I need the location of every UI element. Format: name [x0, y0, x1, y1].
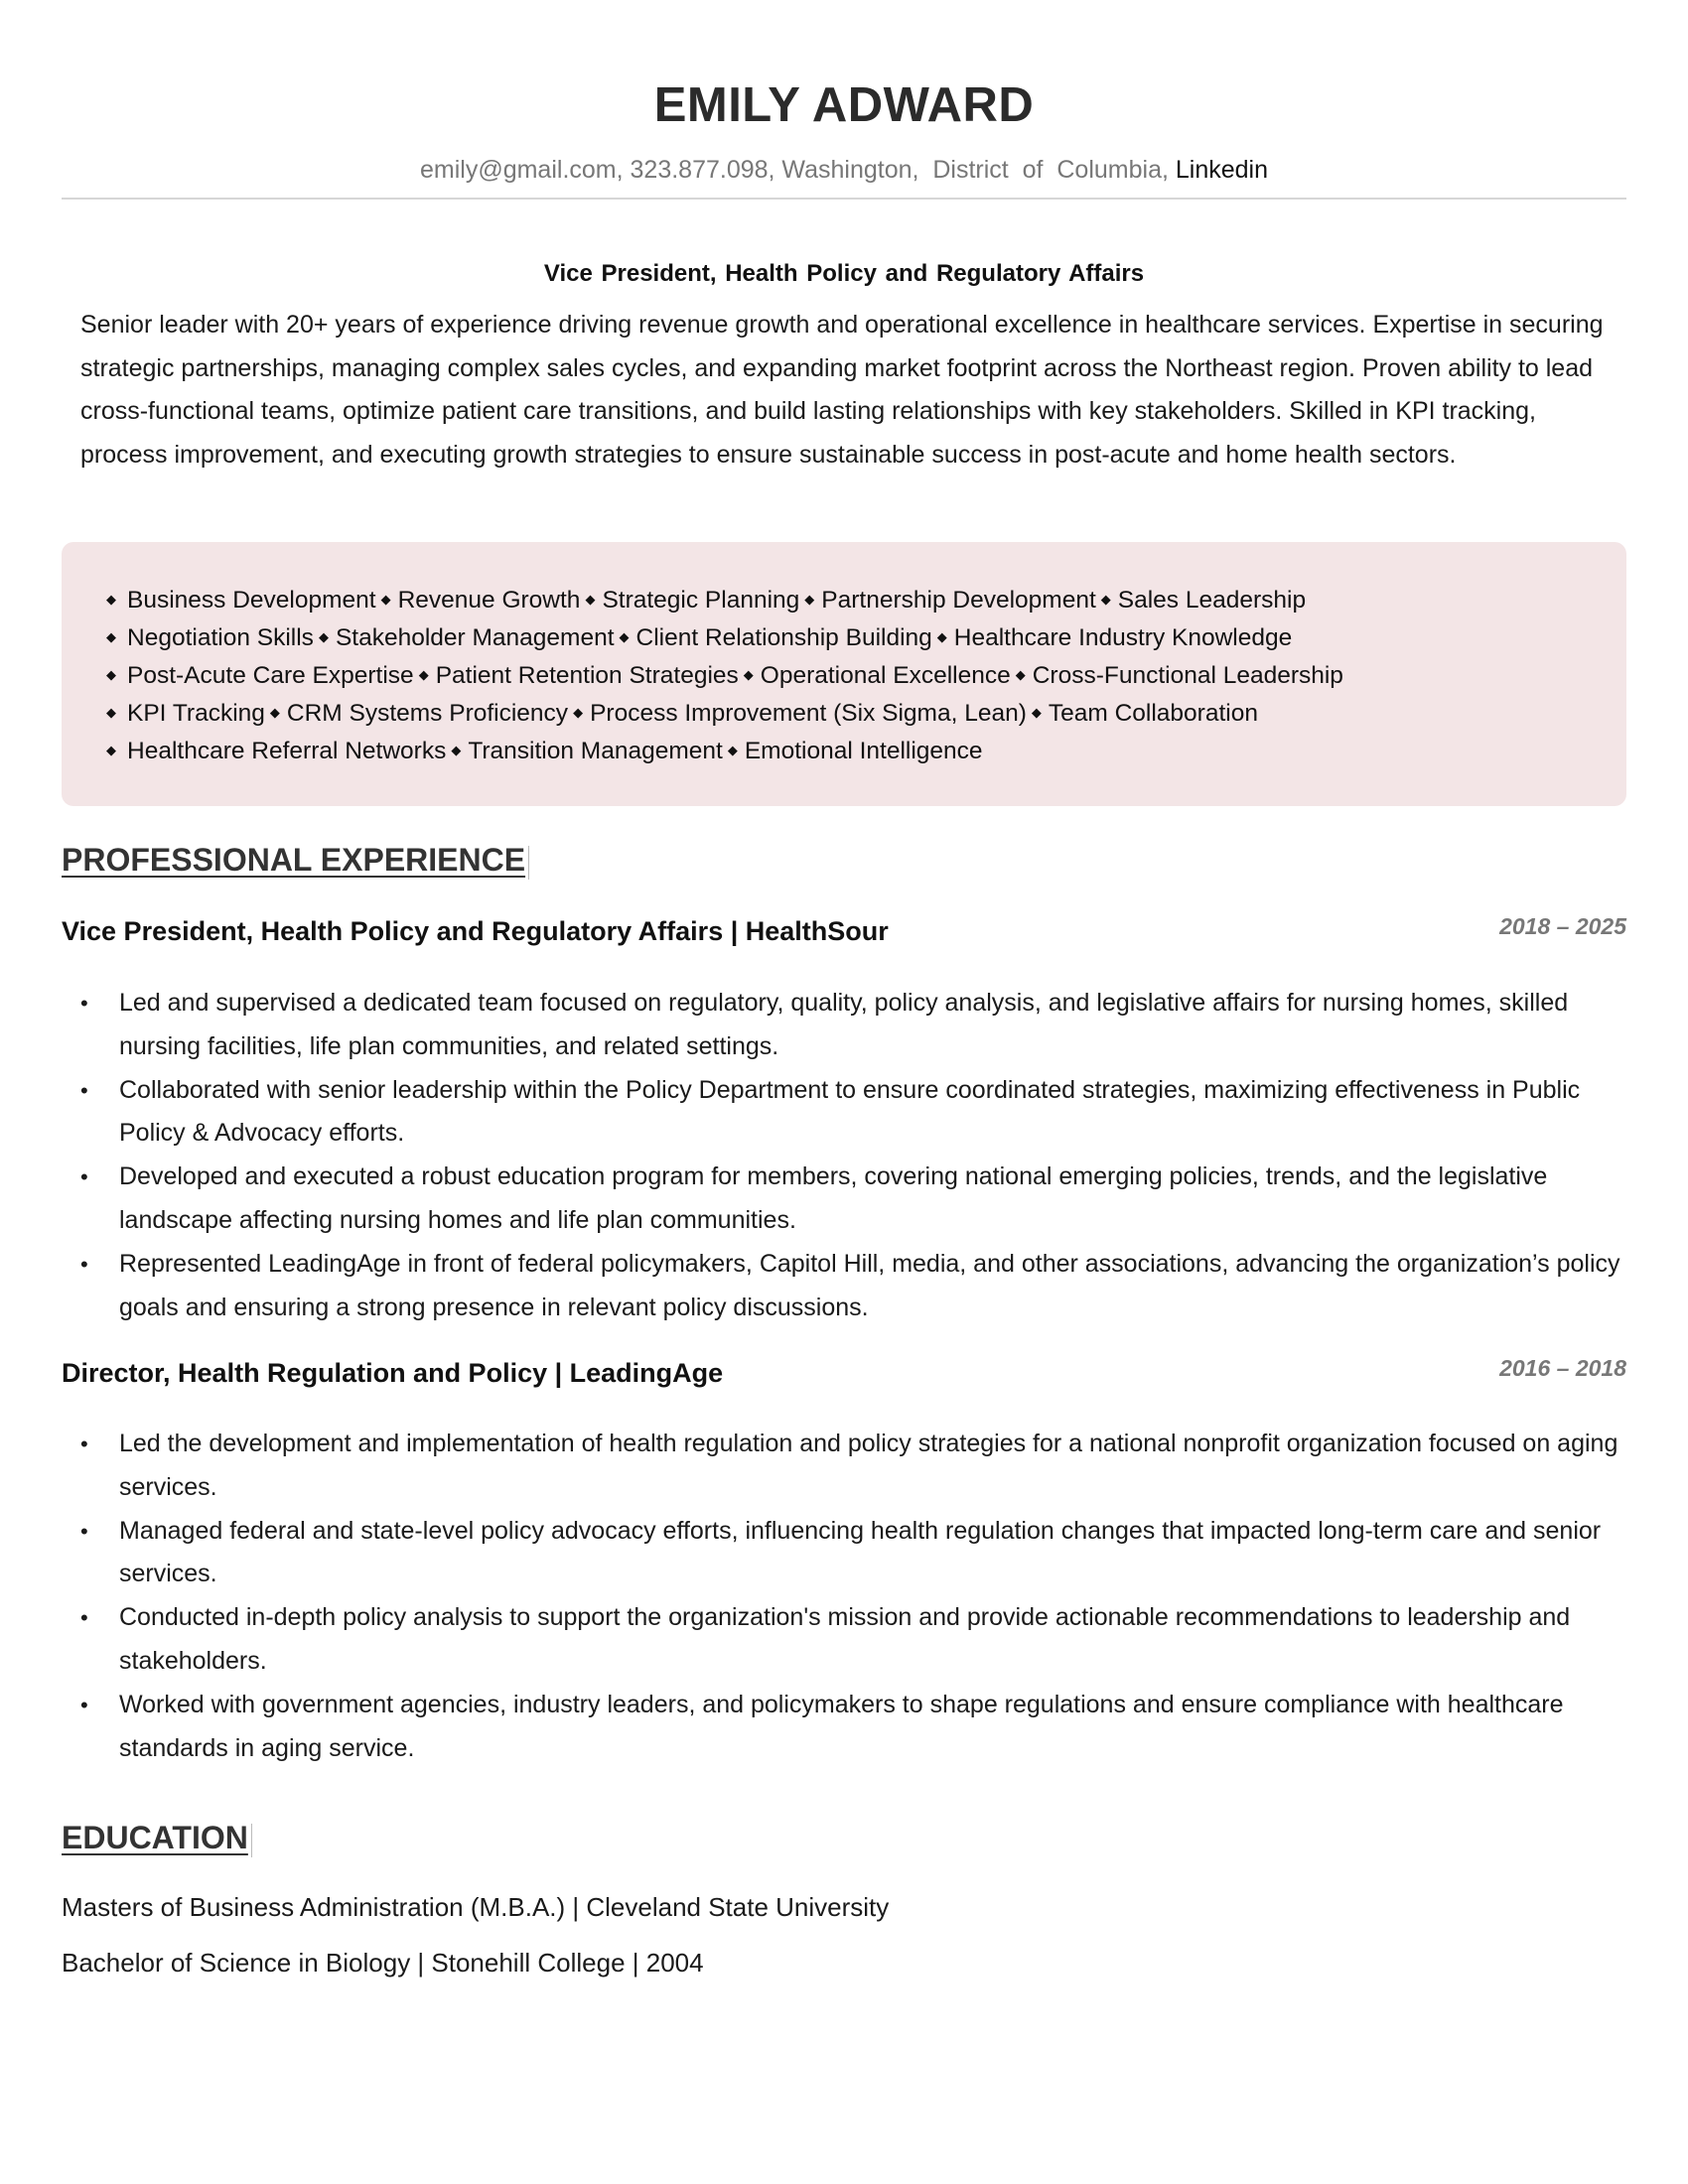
bullet-item	[62, 1156, 1626, 1243]
skill-item: Business Development	[127, 587, 376, 614]
skill-item: Healthcare Industry Knowledge	[953, 624, 1293, 651]
diamond-bullet-icon: ◆	[106, 667, 116, 682]
bullet-text: Developed and executed a robust education program for members, covering national emerging policies, trends, and the legislative landscape affecting nursing homes and life plan communities.	[119, 1162, 1548, 1234]
education-entry: Masters of Business Administration (M.B.A.) | Cleveland State University	[62, 1892, 890, 1922]
bullet-dot: •	[80, 1605, 88, 1631]
skill-item: KPI Tracking	[127, 700, 265, 727]
skill-item: CRM Systems Proficiency	[286, 700, 569, 727]
diamond-bullet-icon: ◆	[380, 592, 391, 607]
diamond-bullet-icon: ◆	[451, 743, 462, 757]
bullet-dot: •	[80, 1077, 88, 1103]
bullet-item	[62, 1596, 1626, 1684]
diamond-bullet-icon: ◆	[106, 705, 116, 720]
skill-item: Patient Retention Strategies	[435, 662, 739, 689]
bullet-text: Collaborated with senior leadership within the Policy Department to ensure coordinated strategies, maximizing effectiveness in Public Policy & Advocacy efforts.	[119, 1075, 1581, 1148]
skill-item: Post-Acute Care Expertise	[127, 662, 414, 689]
bullet-item	[62, 1510, 1626, 1597]
bullet-text: Represented LeadingAge in front of federal policymakers, Capitol Hill, media, and other associations, advancing the organization’s policy goals and ensuring a strong presence in relevant policy discussions.	[119, 1249, 1620, 1321]
diamond-bullet-icon: ◆	[936, 629, 947, 644]
skill-item: Stakeholder Management	[335, 624, 615, 651]
job-bullets	[62, 1423, 1626, 1770]
candidate-name: EMILY ADWARD	[653, 78, 1035, 132]
diamond-bullet-icon: ◆	[727, 743, 738, 757]
skill-item: Strategic Planning	[602, 587, 800, 614]
diamond-bullet-icon: ◆	[585, 592, 596, 607]
diamond-bullet-icon: ◆	[106, 629, 116, 644]
diamond-bullet-icon: ◆	[619, 629, 630, 644]
skill-item: Negotiation Skills	[127, 624, 314, 651]
skill-item: Emotional Intelligence	[744, 738, 983, 764]
skill-item: Sales Leadership	[1117, 587, 1307, 614]
diamond-bullet-icon: ◆	[1031, 705, 1042, 720]
bullet-text: Conducted in-depth policy analysis to support the organization's mission and provide actionable recommendations to leadership and stakeholders.	[119, 1603, 1571, 1675]
bullet-dot: •	[80, 1692, 88, 1717]
job-title: Vice President, Health Policy and Regulatory Affairs | HealthSour	[62, 916, 889, 946]
diamond-bullet-icon: ◆	[106, 743, 116, 757]
bullet-dot: •	[80, 1164, 88, 1190]
job-dates: 2016 – 2018	[1499, 1355, 1626, 1381]
skills-row	[106, 582, 1596, 619]
professional-headline: Vice President, Health Policy and Regulatory Affairs	[543, 260, 1145, 287]
bullet-dot: •	[80, 1432, 88, 1456]
bullet-item	[62, 1069, 1626, 1157]
skills-row	[106, 695, 1596, 733]
skill-item: Process Improvement (Six Sigma, Lean)	[590, 700, 1027, 727]
diamond-bullet-icon: ◆	[318, 629, 329, 644]
skills-list	[106, 582, 1596, 770]
bullet-item	[62, 1423, 1626, 1510]
skills-row	[106, 619, 1596, 657]
contact-details: emily@gmail.com, 323.877.098, Washington, District of Columbia,	[419, 156, 1176, 184]
bullet-item	[62, 982, 1626, 1069]
diamond-bullet-icon: ◆	[743, 667, 754, 682]
skills-row	[106, 657, 1596, 695]
diamond-bullet-icon: ◆	[418, 667, 429, 682]
diamond-bullet-icon: ◆	[1100, 592, 1111, 607]
job-dates: 2018 – 2025	[1499, 913, 1626, 939]
bullet-dot: •	[80, 991, 88, 1016]
skill-item: Team Collaboration	[1048, 700, 1258, 727]
diamond-bullet-icon: ◆	[1015, 667, 1026, 682]
diamond-bullet-icon: ◆	[269, 705, 280, 720]
bullet-dot: •	[80, 1518, 88, 1544]
contact-line	[62, 156, 1626, 185]
job-title: Director, Health Regulation and Policy | LeadingAge	[62, 1358, 724, 1388]
skill-item: Operational Excellence	[760, 662, 1011, 689]
bullet-item	[62, 1243, 1626, 1330]
bullet-text: Managed federal and state-level policy advocacy efforts, influencing health regulation changes that impacted long-term care and senior services.	[119, 1516, 1602, 1588]
education-section-title: EDUCATION	[62, 1820, 252, 1857]
skill-item: Revenue Growth	[397, 587, 581, 614]
bullet-text: Worked with government agencies, industry leaders, and policymakers to shape regulations and ensure compliance with healthcare standards in aging service.	[119, 1690, 1564, 1762]
experience-section-title: PROFESSIONAL EXPERIENCE	[62, 842, 529, 880]
linkedin-link[interactable]: Linkedin	[1175, 156, 1269, 184]
skill-item: Cross-Functional Leadership	[1032, 662, 1343, 689]
diamond-bullet-icon: ◆	[804, 592, 815, 607]
skills-panel	[62, 542, 1626, 806]
bullet-text: Led the development and implementation of health regulation and policy strategies for a national nonprofit organization focused on aging services.	[119, 1430, 1618, 1501]
summary-paragraph: Senior leader with 20+ years of experience driving revenue growth and operational excellence in healthcare services. Expertise in securing strategic partnerships, managing complex sales cycles, and expanding market footprint across the Northeast region. Proven ability to lead cross-functional teams, optimize patient care transitions, and build lasting relationships with key stakeholders. Skilled in KPI tracking, process improvement, and executing growth strategies to ensure sustainable success in post-acute and home health sectors.	[80, 311, 1604, 469]
bullet-text: Led and supervised a dedicated team focused on regulatory, quality, policy analysis, and legislative affairs for nursing homes, skilled nursing facilities, life plan communities, and related settings.	[119, 989, 1569, 1060]
education-entry: Bachelor of Science in Biology | Stonehill College | 2004	[62, 1948, 704, 1978]
diamond-bullet-icon: ◆	[573, 705, 584, 720]
diamond-bullet-icon: ◆	[106, 592, 116, 607]
skill-item: Client Relationship Building	[635, 624, 932, 651]
job-bullets	[62, 982, 1626, 1329]
bullet-dot: •	[80, 1251, 88, 1277]
skill-item: Partnership Development	[821, 587, 1096, 614]
skills-row	[106, 733, 1596, 770]
header-divider	[62, 198, 1626, 200]
skill-item: Transition Management	[468, 738, 723, 764]
skill-item: Healthcare Referral Networks	[127, 738, 447, 764]
bullet-item	[62, 1684, 1626, 1771]
